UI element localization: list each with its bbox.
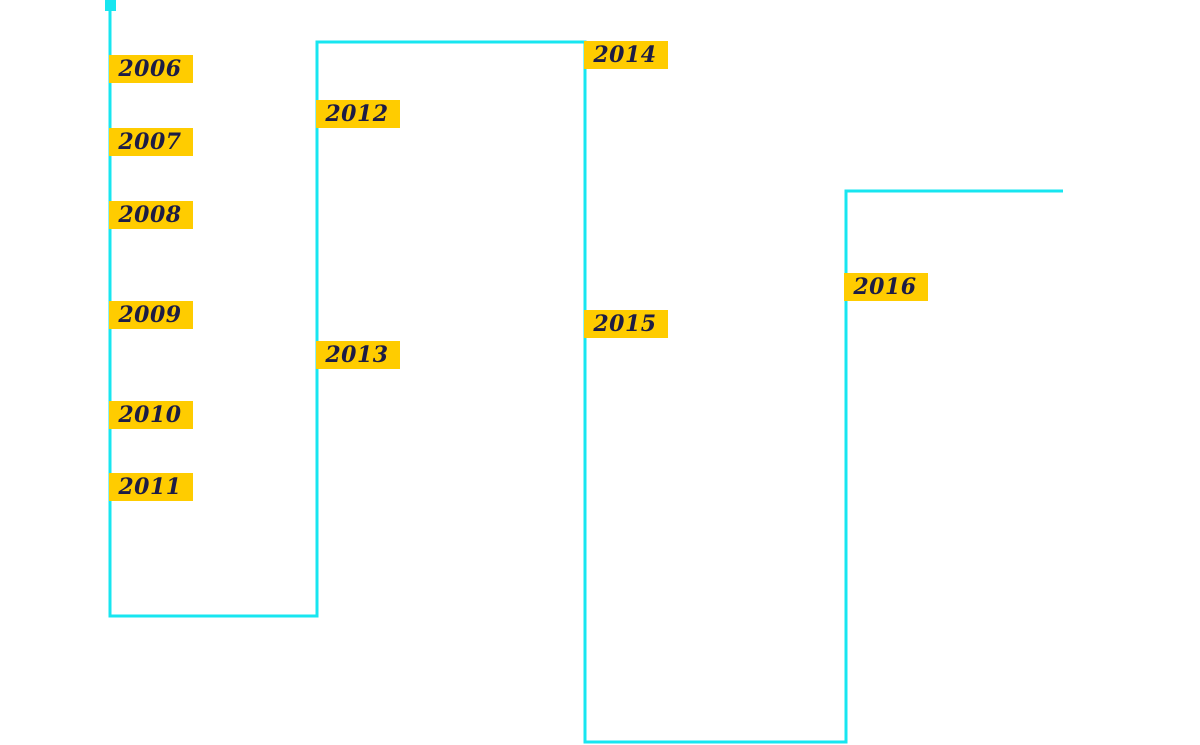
year-tag-2011: 2011 <box>109 473 193 501</box>
year-tag-2015: 2015 <box>584 310 668 338</box>
year-tag-2006: 2006 <box>109 55 193 83</box>
year-tag-2013: 2013 <box>316 341 400 369</box>
timeline-connector-line <box>110 0 1063 742</box>
year-tag-2008: 2008 <box>109 201 193 229</box>
year-tag-2014: 2014 <box>584 41 668 69</box>
year-tag-2016: 2016 <box>844 273 928 301</box>
year-tag-2009: 2009 <box>109 301 193 329</box>
year-tag-2007: 2007 <box>109 128 193 156</box>
year-tag-2012: 2012 <box>316 100 400 128</box>
year-tag-2010: 2010 <box>109 401 193 429</box>
